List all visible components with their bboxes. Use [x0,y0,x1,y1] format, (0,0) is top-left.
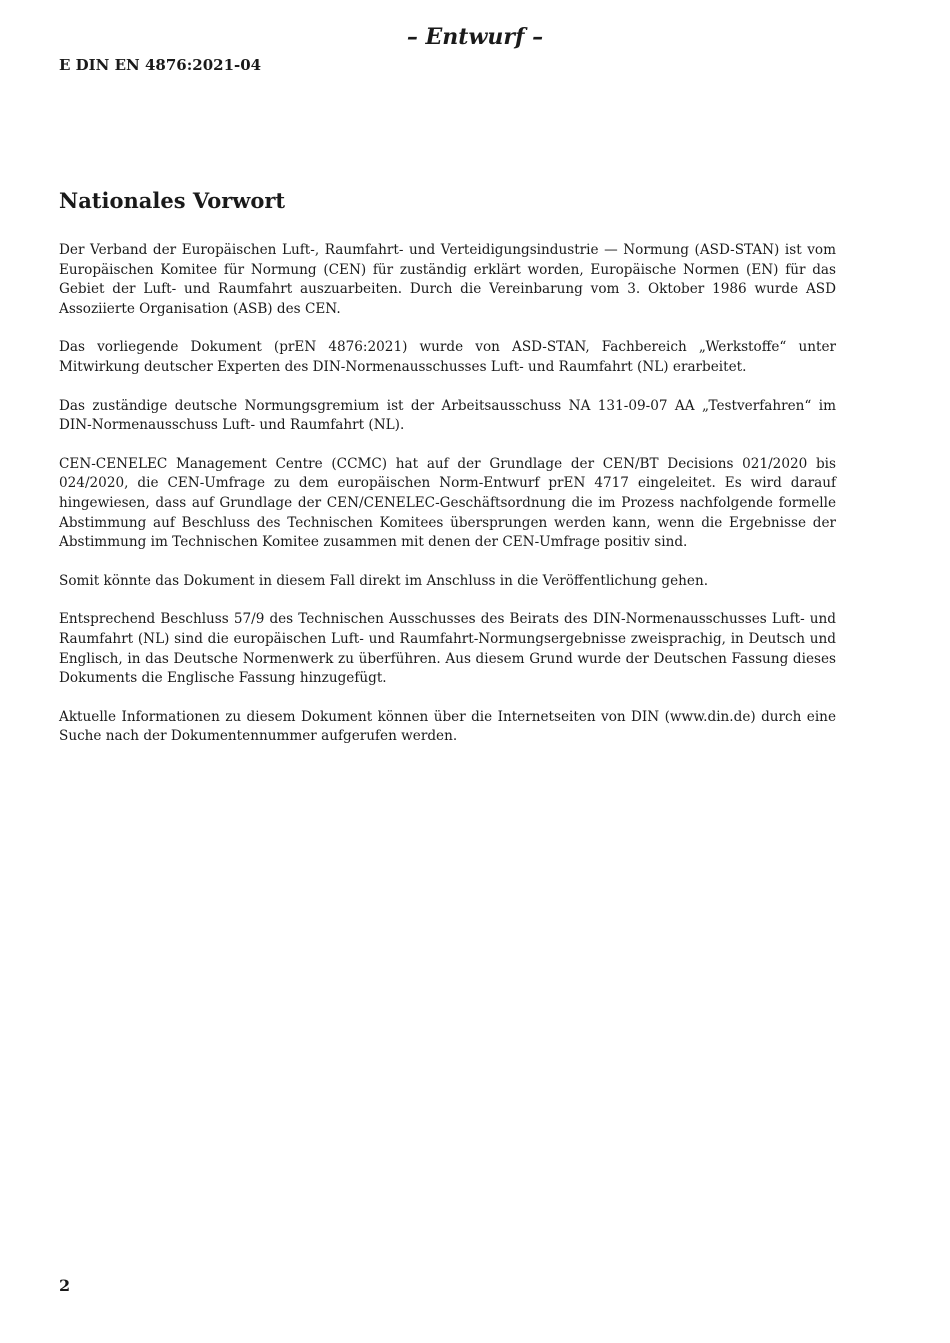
document-id: E DIN EN 4876:2021-04 [59,56,262,74]
paragraph-bilingual: Entsprechend Beschluss 57/9 des Technischen Ausschusses des Beirats des DIN-Normenausschusses Luft- und Raumfahrt (NL) sind die europäischen Luft- und Raumfahrt-Normungsergebnisse zweisprachig, in Deutsch und Englisch, in das Deutsche Normenwerk zu überführen. Aus diesem Grund wurde der Deutschen Fassung dieses Dokuments die Englische Fassung hinzugefügt. [59,611,836,687]
paragraph-publication: Somit könnte das Dokument in diesem Fall direkt im Anschluss in die Veröffentlichung gehen. [59,572,709,589]
paragraph-committee: Das zuständige deutsche Normungsgremium ist der Arbeitsausschuss NA 131-09-07 AA „Testverfahren“ im DIN-Normenausschuss Luft- und Raumfahrt (NL). [59,397,836,434]
section-title: Nationales Vorwort [59,188,286,213]
foreword-body [59,241,836,766]
paragraph-ccmc: CEN-CENELEC Management Centre (CCMC) hat auf der Grundlage der CEN/BT Decisions 021/2020 bis 024/2020, die CEN-Umfrage zu dem europäischen Norm-Entwurf prEN 4717 eingeleitet. Es wird darauf hingewiesen, dass auf Grundlage der CEN/CENELEC-Geschäftsordnung die im Prozess nachfolgende formelle Abstimmung auf Beschluss des Technischen Komitees übersprungen werden kann, wenn die Ergebnisse der Abstimmung im Technischen Komitee zusammen mit denen der CEN-Umfrage positiv sind. [59,455,836,551]
paragraph-document-origin: Das vorliegende Dokument (prEN 4876:2021) wurde von ASD-STAN, Fachbereich „Werkstoffe“ unter Mitwirkung deutscher Experten des DIN-Normenausschusses Luft- und Raumfahrt (NL) erarbeitet. [59,339,836,375]
draft-mark: – Entwurf – [406,24,544,50]
paragraph-current-info: Aktuelle Informationen zu diesem Dokument können über die Internetseiten von DIN (www.din.de) durch eine Suche nach der Dokumentennummer aufgerufen werden. [59,708,836,745]
page-number: 2 [59,1276,71,1295]
paragraph-asd-stan: Der Verband der Europäischen Luft-, Raumfahrt- und Verteidigungsindustrie — Normung (ASD-STAN) ist vom Europäischen Komitee für Normung (CEN) für zuständig erklärt worden, Europäische Normen (EN) für das Gebiet der Luft- und Raumfahrt auszuarbeiten. Durch die Vereinbarung vom 3. Oktober 1986 wurde ASD Assoziierte Organisation (ASB) des CEN. [59,242,836,317]
